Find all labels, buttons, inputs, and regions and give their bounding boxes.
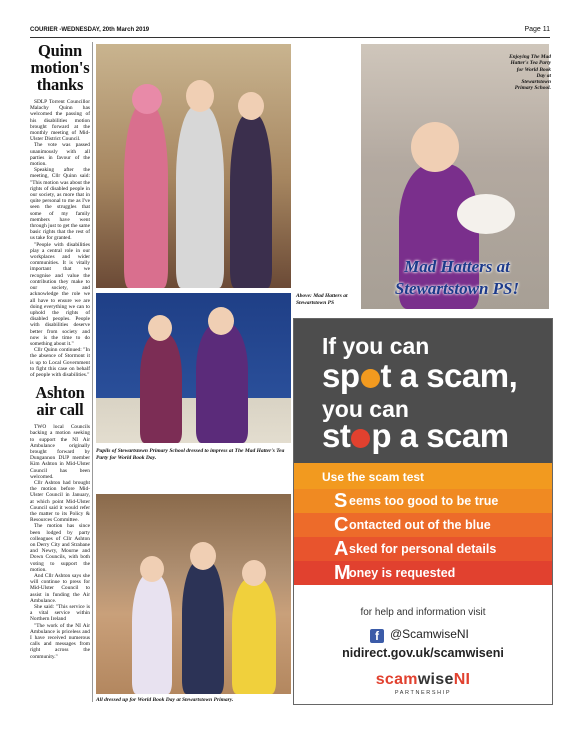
paragraph: "People with disabilities play a central role in our workplaces and wider communities. It is vitally important that we recognise and value the contribution they make to our society, and acknowledge the role we all have to ensure we are doing everything we can to uphold the rights of disabled peoples. People with disabilities deserve better from society and now is the time to do something about it." xyxy=(30,241,90,347)
scamwise-logo: scamwiseNI xyxy=(375,671,471,688)
story-ashton-body xyxy=(30,424,90,660)
paragraph: TWO local Councils backing a motion seeking to support the NI Air Ambulance originally brought forward by Dungannon DUP member Kim Ashton in Mid-Ulster Council has been welcomed. xyxy=(30,424,90,480)
ad-line-2: sp t a scam, xyxy=(322,357,518,394)
caption-pupils: Pupils of Stewartstown Primary School dressed to impress at The Mad Hatter's Tea Party for World Book Day. xyxy=(96,448,285,461)
header-rule xyxy=(30,37,550,38)
ad-header-panel xyxy=(294,319,552,463)
story-quinn-body xyxy=(30,99,90,378)
caption-dressed: All dressed up for World Book Day at Stewartstown Primary. xyxy=(96,697,234,703)
paragraph: SDLP Torrent Councillor Malachy Quinn has welcomed the passing of his disabilities motion brought forward at the monthly meeting of Mid-Ulster District Council. xyxy=(30,99,90,143)
caption-above: Above: Mad Hatters at Stewartstown PS xyxy=(296,293,348,306)
photo-costumes-three xyxy=(96,44,291,288)
caption-enjoying: Enjoying The Mad Hatter's Tea Party for World Book Day at Stewartstown Primary School. xyxy=(509,54,551,92)
scam-test-bar: Use the scam test xyxy=(294,463,552,489)
orange-dot-icon xyxy=(361,369,380,388)
headline-ashton: Ashton air call xyxy=(35,383,85,420)
scam-test-item: M oney is requested xyxy=(294,561,552,585)
paragraph: Cllr Quinn continued: "In the absence of Stormont it is up to Local Government to fight this case on behalf of people with disabilities." xyxy=(30,347,90,378)
ad-help-text: for help and information visit xyxy=(360,607,486,618)
paragraph: Cllr Ashton had brought the motion before Mid-Ulster Council in January, at which point Mid-Ulster Council said it would refer the matter to its Policy & Resources Committee. xyxy=(30,479,90,524)
ad-website-link[interactable]: nidirect.gov.uk/scamwiseni xyxy=(342,646,504,660)
ad-facebook[interactable]: f @ScamwiseNI xyxy=(370,627,469,643)
scam-test-item: A sked for personal details xyxy=(294,537,552,561)
photo-costumes-classroom xyxy=(96,494,291,694)
red-dot-icon xyxy=(351,429,370,448)
ad-line-3: you can xyxy=(322,396,409,422)
photo-overlay-title: Mad Hatters at Stewartstown PS! xyxy=(394,257,520,298)
paragraph: The vote was passed unanimously with all parties in favour of the motion. xyxy=(30,142,90,168)
page-number: Page 11 xyxy=(524,26,550,33)
photo-costumes-two xyxy=(96,293,291,443)
page-header xyxy=(30,24,550,38)
facebook-icon: f xyxy=(370,629,384,643)
scam-advert xyxy=(293,318,553,705)
paragraph: Speaking after the meeting, Cllr Quinn said: "This motion was about the rights of disabled people in our society, as more that in quite personal to me as I've seen the struggles that some of my family members have went through just to get the same basic rights that the rest of us take for granted. xyxy=(30,167,90,242)
scam-test-item: S eems too good to be true xyxy=(294,489,552,513)
scam-test-item: C ontacted out of the blue xyxy=(294,513,552,537)
ad-line-1: If you can xyxy=(322,333,430,359)
paragraph: And Cllr Ashton says she will continue to press for Mid-Ulster Council to assist in funding the Air Ambulance. xyxy=(30,573,90,604)
logo-subtitle: PARTNERSHIP xyxy=(394,690,452,696)
masthead-date: COURIER -WEDNESDAY, 20th March 2019 xyxy=(30,27,150,33)
news-column xyxy=(30,42,90,660)
paragraph: The motion has since been lodged by party colleagues of Cllr Ashton on Derry City and Strabane and Newry, Mourne and Down Councils, with both voting to support the motion. xyxy=(30,523,90,573)
column-divider xyxy=(92,42,93,702)
headline-quinn: Quinn motion's thanks xyxy=(30,41,90,94)
paragraph: "The work of the NI Air Ambulance is priceless and I have received numerous calls and messages from right across the community." xyxy=(30,622,90,660)
ad-line-4: st p a scam xyxy=(322,417,509,454)
paragraph: She said: "This service is a vital service within Northern Ireland xyxy=(30,604,90,623)
